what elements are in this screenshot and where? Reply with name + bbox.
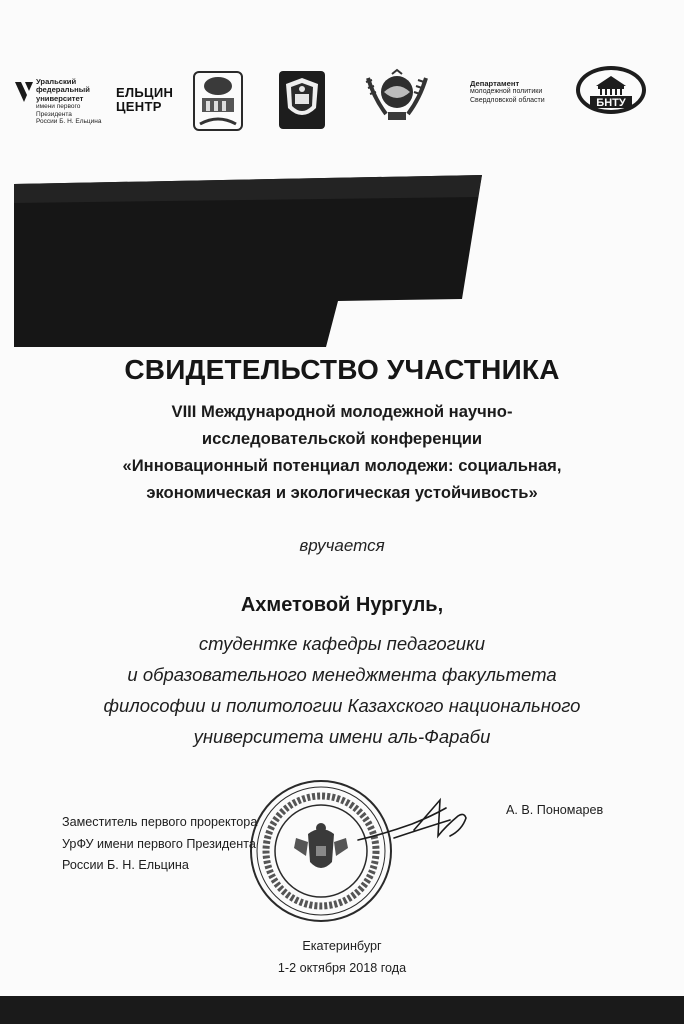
recipient-line: университета имени аль-Фараби xyxy=(193,726,491,747)
signer-name: А. В. Пономарев xyxy=(506,803,604,817)
department-line: молодежной политики xyxy=(470,88,543,96)
bottom-black-edge xyxy=(0,996,684,1024)
crest-shield-icon xyxy=(278,70,326,135)
bntu-text: БНТУ xyxy=(596,97,626,109)
conference-description xyxy=(0,398,684,506)
decorative-black-band xyxy=(0,175,490,347)
urfu-logo xyxy=(14,77,104,126)
urfu-line: имени первого Президента xyxy=(36,103,81,118)
signer-line: России Б. Н. Ельцина xyxy=(62,858,189,872)
globe-emblem-icon xyxy=(362,68,432,129)
urfu-line: Уральский xyxy=(36,77,77,86)
recipient-line: и образовательного менеджмента факультета xyxy=(127,664,557,685)
department-line: Департамент xyxy=(470,79,520,88)
recipient-description xyxy=(0,628,684,752)
urfu-emblem-icon xyxy=(14,80,34,106)
signer-line: УрФУ имени первого Президента xyxy=(62,836,256,851)
university-seal-icon xyxy=(192,68,244,139)
signer-line: Заместитель первого проректора xyxy=(62,815,258,829)
conference-line: исследовательской конференции xyxy=(201,429,483,448)
city: Екатеринбург xyxy=(302,939,382,953)
signature-scribble xyxy=(354,790,474,854)
yeltsin-center-logo xyxy=(116,86,173,114)
urfu-line: университет xyxy=(36,93,84,103)
department-line: Свердловской области xyxy=(470,96,545,104)
handed-to-label: вручается xyxy=(299,536,385,555)
urfu-line: федеральный xyxy=(36,85,90,95)
urfu-line: России Б. Н. Ельцина xyxy=(36,118,102,126)
conference-line: экономическая и экологическая устойчивость» xyxy=(146,483,538,502)
yeltsin-line: ЦЕНТР xyxy=(116,99,162,114)
recipient-name: Ахметовой Нургуль, xyxy=(240,594,444,616)
yeltsin-line: ЕЛЬЦИН xyxy=(116,85,174,100)
recipient-line: философии и политологии Казахского национального xyxy=(103,695,581,716)
signer-title xyxy=(62,812,257,877)
date: 1-2 октября 2018 года xyxy=(277,960,407,975)
bntu-logo xyxy=(574,64,648,121)
certificate-title: СВИДЕТЕЛЬСТВО УЧАСТНИКА xyxy=(124,354,560,385)
conference-line: «Инновационный потенциал молодежи: социальная, xyxy=(122,456,562,475)
department-logo xyxy=(470,80,545,105)
recipient-line: студентке кафедры педагогики xyxy=(198,633,486,654)
place-and-date xyxy=(0,936,684,979)
conference-line: VIII Международной молодежной научно- xyxy=(171,402,513,421)
